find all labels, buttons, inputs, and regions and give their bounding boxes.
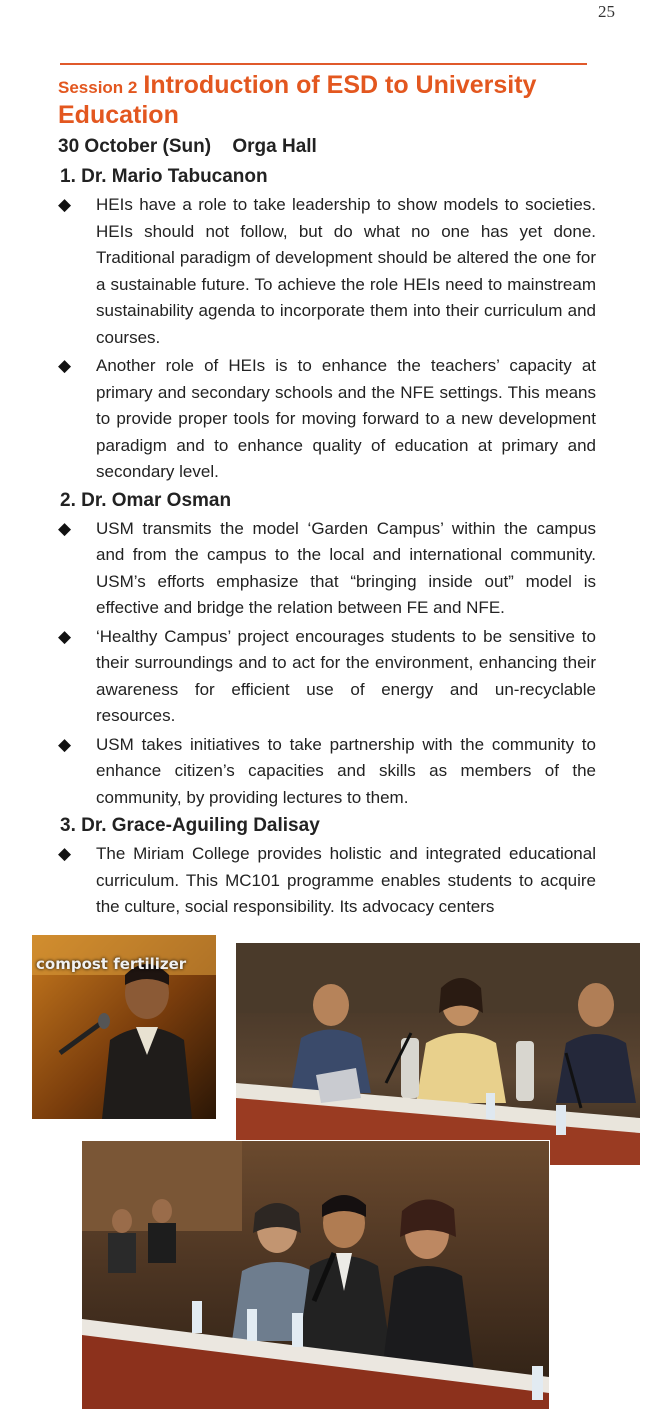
photo-audience-illustration (82, 1141, 549, 1409)
bullet-text: USM transmits the model ‘Garden Campus’ within the campus and from the campus to the local and international community. USM’s efforts emphasize that “bringing inside out” model is effective and bridge the relation between FE and NFE. (96, 518, 596, 617)
speaker-notes (58, 166, 596, 925)
session-date: 30 October (Sun) (58, 136, 212, 157)
photo-panel-illustration (236, 943, 640, 1165)
bullet-item (58, 192, 596, 351)
photo-audience-participants (81, 1140, 550, 1410)
bullet-text: HEIs have a role to take leadership to show models to societies. HEIs should not follow, but do what no one has yet done. Traditional paradigm of development should be altered the one for a sustainable future. To achieve the role HEIs need to mainstream sustainability agenda to incorporate them into their curriculum and courses. (96, 195, 596, 347)
bullet-item (58, 516, 596, 622)
diamond-bullet-icon: ◆ (58, 734, 72, 754)
photo-panel-discussion (235, 942, 641, 1166)
bullet-text: Another role of HEIs is to enhance the teachers’ capacity at primary and secondary schools and the NFE settings. This means to provide proper tools for moving forward to a new development paradigm and to enhance quality of education at primary and secondary level. (96, 356, 596, 481)
session-title (58, 72, 618, 132)
speaker-heading: 1. Dr. Mario Tabucanon (60, 166, 268, 187)
diamond-bullet-icon: ◆ (58, 356, 72, 375)
bullet-item (58, 732, 596, 812)
speaker-heading: 3. Dr. Grace-Aguiling Dalisay (60, 815, 320, 836)
speaker-points (58, 192, 596, 486)
session-meta (58, 136, 618, 158)
speaker-points (58, 841, 596, 921)
bullet-item (58, 624, 596, 730)
bullet-item (58, 841, 596, 921)
speaker-points (58, 516, 596, 812)
session-title-text: Introduction of ESD to University Education (58, 71, 537, 129)
session-venue: Orga Hall (232, 136, 317, 157)
bullet-text: USM takes initiatives to take partnership with the community to enhance citizen’s capacities and skills as members of the community, by providing lectures to them. (96, 734, 596, 807)
page-number: 25 (598, 2, 615, 21)
diamond-bullet-icon: ◆ (58, 626, 72, 646)
speaker-heading: 2. Dr. Omar Osman (60, 489, 232, 511)
diamond-bullet-icon: ◆ (58, 195, 72, 214)
header-rule (60, 63, 587, 65)
diamond-bullet-icon: ◆ (58, 844, 72, 863)
bullet-text: ‘Healthy Campus’ project encourages students to be sensitive to their surroundings and to act for the environment, enhancing their awareness for efficient use of energy and un-recyclable resources. (96, 626, 596, 725)
bullet-item (58, 353, 596, 486)
session-label: Session 2 (58, 78, 138, 97)
bullet-text: The Miriam College provides holistic and integrated educational curriculum. This MC101 programme enables students to acquire the culture, social responsibility. Its advocacy centers (96, 844, 596, 916)
photo-overlay-text: compost fertilizer (36, 955, 187, 973)
photo-speaker-at-microphone (31, 934, 217, 1120)
diamond-bullet-icon: ◆ (58, 518, 72, 538)
session-header (58, 72, 618, 158)
